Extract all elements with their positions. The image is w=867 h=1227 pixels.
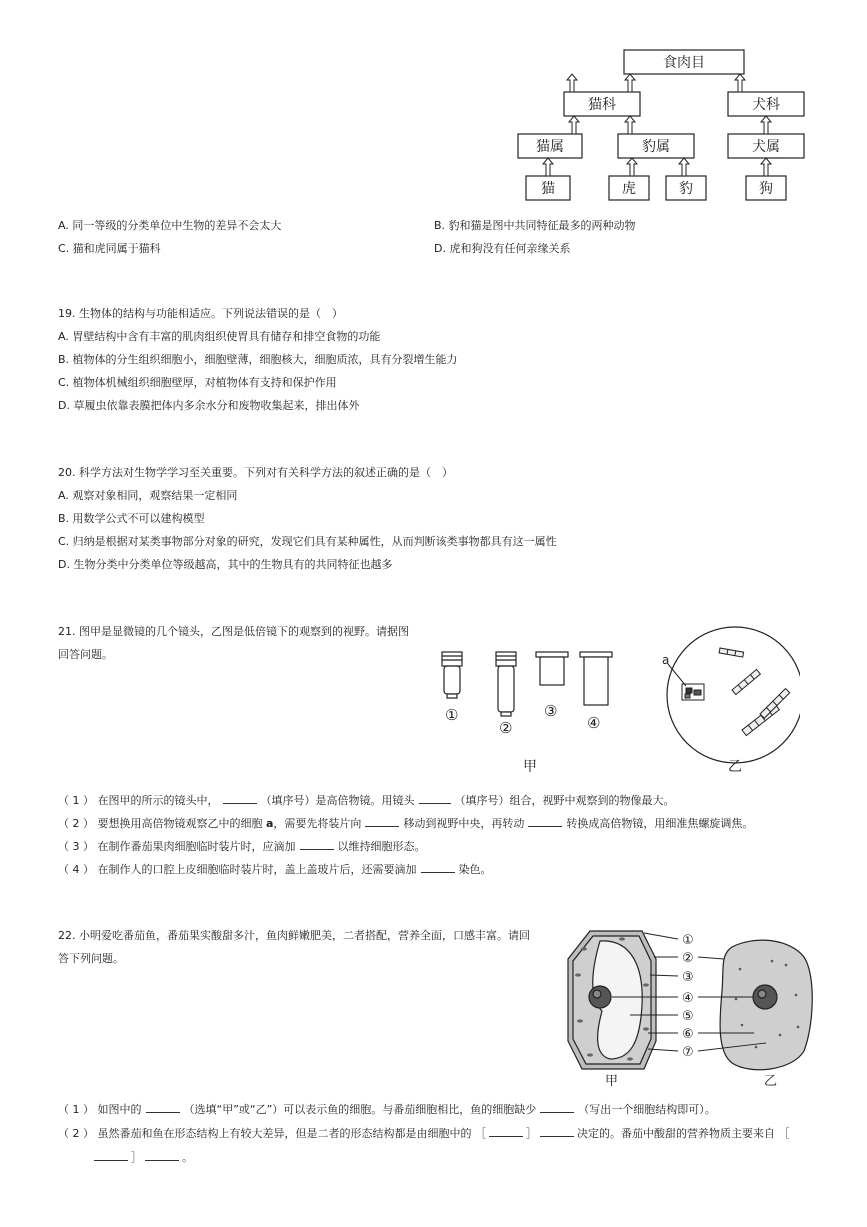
q20-option-d: D. 生物分类中分类单位等级越高，其中的生物具有的共同特征也越多 — [58, 558, 393, 571]
tree-species-cat: 猫 — [541, 181, 555, 197]
cell-label-6: ⑥ — [682, 1027, 694, 1042]
cell-label-7: ⑦ — [682, 1045, 694, 1060]
answer-blank[interactable] — [540, 1124, 574, 1137]
tree-family-dog: 犬科 — [752, 97, 780, 113]
tree-species-leopard: 豹 — [679, 181, 693, 197]
q19-option-b: B. 植物体的分生组织细胞小，细胞壁薄，细胞核大，细胞质浓，具有分裂增生能力 — [58, 353, 458, 366]
tree-order: 食肉目 — [663, 55, 705, 71]
cell-label-5: ⑤ — [682, 1009, 694, 1024]
tree-genus-panthera: 豹属 — [642, 139, 670, 155]
answer-blank[interactable] — [365, 814, 399, 827]
answer-blank[interactable] — [223, 791, 257, 804]
q20-option-b: B. 用数学公式不可以建构模型 — [58, 512, 205, 525]
classification-tree-diagram — [510, 44, 820, 206]
q22-stem-line2: 答下列问题。 — [58, 952, 124, 965]
answer-blank[interactable] — [300, 837, 334, 850]
microscope-lenses-figure — [430, 620, 800, 780]
figure-label-yi: 乙 — [764, 1074, 778, 1089]
cell-label-1: ① — [682, 933, 694, 948]
q18-option-c: C. 猫和虎同属于猫科 — [58, 242, 161, 255]
answer-blank[interactable] — [419, 791, 451, 804]
answer-blank[interactable] — [146, 1100, 180, 1113]
lens-label-3: ③ — [544, 702, 558, 720]
lens-label-1: ① — [445, 706, 459, 724]
answer-blank[interactable] — [528, 814, 562, 827]
q21-stem-line2: 回答问题。 — [58, 648, 113, 661]
tree-family-cat: 猫科 — [588, 97, 616, 113]
tree-genus-cat: 猫属 — [536, 139, 564, 155]
cell-structure-figure — [560, 925, 820, 1091]
q22-sub1: （ 1 ） 如图中的 （选填“甲”或“乙”）可以表示鱼的细胞。与番茄细胞相比，鱼的细胞缺少 （写出一个细胞结构即可）。 — [58, 1100, 716, 1118]
answer-blank[interactable] — [540, 1100, 574, 1113]
cell-label-4: ④ — [682, 991, 694, 1006]
answer-blank[interactable] — [489, 1124, 523, 1137]
q21-stem-line1: 21. 图甲是显微镜的几个镜头，乙图是低倍镜下的观察到的视野。请据图 — [58, 625, 409, 638]
tree-species-tiger: 虎 — [622, 181, 636, 197]
q22-sub2-cont: ］ 。 — [94, 1148, 193, 1166]
q20-option-c: C. 归纳是根据对某类事物部分对象的研究，发现它们具有某种属性，从而判断该类事物都具有这一属性 — [58, 535, 557, 548]
q20-option-a: A. 观察对象相同，观察结果一定相同 — [58, 489, 238, 502]
q22-sub2: （ 2 ） 虽然番茄和鱼在形态结构上有较大差异，但是二者的形态结构都是由细胞中的 ［ ］ 决定的。番茄中酸甜的营养物质主要来自 ［ — [58, 1124, 789, 1142]
q21-sub4: （ 4 ） 在制作人的口腔上皮细胞临时装片时，盖上盖玻片后，还需要滴加 染色。 — [58, 860, 492, 878]
q20-stem: 20. 科学方法对生物学学习至关重要。下列对有关科学方法的叙述正确的是（ ） — [58, 466, 453, 479]
lens-label-2: ② — [499, 719, 513, 737]
lens-label-4: ④ — [587, 714, 601, 732]
cell-label-2: ② — [682, 951, 694, 966]
q18-option-b: B. 豹和猫是图中共同特征最多的两种动物 — [434, 219, 636, 232]
q21-sub1: （ 1 ） 在图甲的所示的镜头中， （填序号）是高倍物镜。用镜头 （填序号）组合，视野中观察到的物像最大。 — [58, 791, 675, 809]
q18-option-d: D. 虎和狗没有任何亲缘关系 — [434, 242, 571, 255]
answer-blank[interactable] — [145, 1148, 179, 1161]
answer-blank[interactable] — [94, 1148, 128, 1161]
q22-stem-line1: 22. 小明爱吃番茄鱼，番茄果实酸甜多汁，鱼肉鲜嫩肥美，二者搭配，营养全面，口感丰富。请回 — [58, 929, 530, 942]
figure-label-yi: 乙 — [728, 759, 742, 775]
answer-blank[interactable] — [421, 860, 455, 873]
q21-sub3: （ 3 ） 在制作番茄果肉细胞临时装片时，应滴加 以维持细胞形态。 — [58, 837, 426, 855]
figure-label-jia: 甲 — [605, 1074, 619, 1089]
cell-a-label: a — [662, 653, 670, 667]
q19-option-d: D. 草履虫依靠表膜把体内多余水分和废物收集起来，排出体外 — [58, 399, 360, 412]
q21-sub2: （ 2 ） 要想换用高倍物镜观察乙中的细胞 a，需要先将装片向 移动到视野中央，再转动 转换成高倍物镜，用细准焦螺旋调焦。 — [58, 814, 753, 832]
figure-label-jia: 甲 — [523, 759, 537, 775]
tree-species-dog: 狗 — [759, 181, 773, 197]
q19-option-c: C. 植物体机械组织细胞壁厚，对植物体有支持和保护作用 — [58, 376, 337, 389]
cell-label-3: ③ — [682, 970, 694, 985]
tree-genus-canis: 犬属 — [752, 139, 780, 155]
q19-option-a: A. 胃壁结构中含有丰富的肌肉组织使胃具有储存和排空食物的功能 — [58, 330, 381, 343]
q18-option-a: A. 同一等级的分类单位中生物的差异不会太大 — [58, 219, 282, 232]
q19-stem: 19. 生物体的结构与功能相适应。下列说法错误的是（ ） — [58, 307, 343, 320]
